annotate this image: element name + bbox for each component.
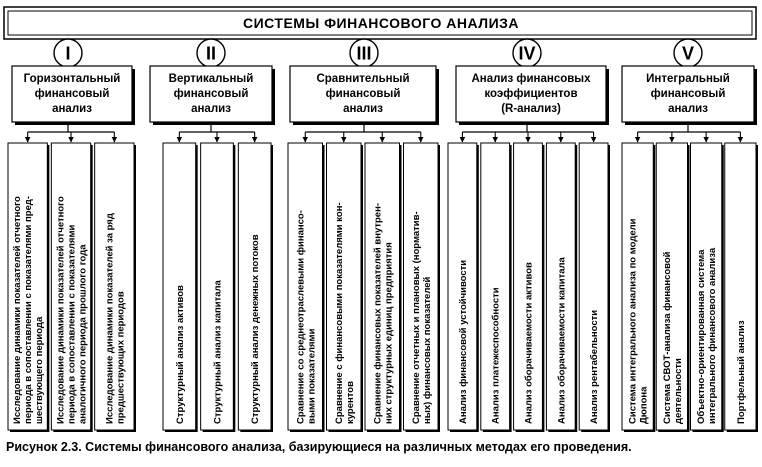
analysis-method — [365, 143, 402, 432]
system-name-line: финансовый — [325, 88, 401, 100]
analysis-method — [579, 143, 610, 432]
analysis-method — [8, 143, 49, 432]
system-numeral: V — [681, 43, 695, 64]
title-group — [4, 7, 756, 39]
analysis-method — [327, 143, 364, 432]
analysis-method — [546, 143, 577, 432]
method-leaf-line: Сравнение с финансовыми показателями кон- — [333, 202, 345, 424]
method-leaf-line: Сравнение финансовых показателей внутрен- — [372, 203, 384, 424]
system-name-line: Интегральный — [646, 73, 730, 85]
method-leaf-line: периода в сопоставлении с показателями пред- — [23, 196, 35, 424]
method-leaf-line: Структурный анализ капитала — [212, 280, 224, 424]
system-4 — [448, 39, 610, 432]
method-leaf-line: деятельности — [672, 358, 684, 424]
system-name-line: анализ — [191, 103, 231, 115]
system-name-line: анализ — [343, 103, 383, 115]
system-numeral: II — [205, 43, 217, 64]
system-2 — [150, 39, 275, 432]
system-name-line: анализ — [668, 103, 708, 115]
method-leaf-line: предшествующих периодов — [115, 291, 127, 424]
method-leaf-label — [250, 234, 261, 424]
system-name-line: Анализ финансовых — [471, 73, 591, 85]
method-leaf-line: интегрального финансового анализа — [707, 247, 719, 424]
system-numeral: IV — [518, 43, 536, 64]
method-leaf-line: Дюпона — [638, 386, 650, 424]
system-name-line: Сравнительный — [316, 73, 410, 85]
analysis-method — [656, 143, 689, 432]
analysis-method — [288, 143, 325, 432]
system-numeral: III — [356, 43, 372, 64]
system-name-line: коэффициентов — [484, 88, 578, 100]
system-name-line: финансовый — [173, 88, 249, 100]
method-leaf-line: Анализ оборачиваемости капитала — [556, 257, 568, 424]
system-name-line: Вертикальный — [168, 73, 254, 85]
method-leaf-label — [696, 247, 718, 424]
method-leaf-label — [556, 256, 567, 424]
method-leaf-line: курентов — [344, 381, 356, 424]
method-leaf-line: Исследование динамики показателей отчетного — [55, 196, 67, 424]
analysis-method — [238, 143, 273, 432]
system-name-line: анализ — [52, 103, 92, 115]
method-leaf-line: Структурный анализ денежных потоков — [250, 234, 262, 424]
method-leaf-line: Сравнение со среднеотраслевыми финансо- — [295, 210, 307, 424]
method-leaf-label — [736, 320, 747, 424]
analysis-method — [163, 143, 198, 432]
analysis-method — [95, 143, 136, 432]
method-leaf-line: Анализ оборачиваемости активов — [523, 262, 535, 424]
system-1 — [8, 39, 136, 432]
method-leaf-line: Сравнение отчетных и плановых (норматив- — [410, 211, 422, 424]
analysis-method — [51, 143, 92, 432]
method-leaf-label — [524, 262, 535, 424]
method-leaf-label — [589, 310, 600, 424]
analysis-method — [448, 143, 479, 432]
system-name-line: финансовый — [650, 88, 726, 100]
analysis-method — [481, 143, 512, 432]
method-leaf-line: Объектно-ориентированная система — [696, 249, 708, 424]
figure-caption: Рисунок 2.3. Системы финансового анализа, базирующиеся на различных методах его проведения. — [6, 440, 632, 454]
method-leaf-line: Анализ финансовой устойчивости — [457, 259, 469, 424]
analysis-method — [622, 143, 655, 432]
method-leaf-line: Система интегрального анализа по модели — [627, 218, 639, 424]
analysis-method — [725, 143, 758, 432]
method-leaf-line: Исследование динамики показателей за ряд — [104, 213, 116, 424]
method-leaf-line: Анализ платежеспособности — [490, 287, 502, 424]
system-3 — [288, 39, 440, 432]
method-leaf-line: ных) финансовых показателей — [421, 276, 433, 424]
system-name-line: финансовый — [34, 88, 110, 100]
method-leaf-line: шествующего периода — [34, 316, 46, 424]
method-leaf-label — [458, 260, 469, 424]
analysis-method — [201, 143, 236, 432]
method-leaf-line: Система СВОТ-анализа финансовой — [661, 251, 673, 424]
method-leaf-line: Структурный анализ активов — [174, 285, 186, 424]
system-5 — [622, 39, 758, 432]
analysis-method — [691, 143, 724, 432]
method-leaf-line: них структурных единиц предприятия — [383, 242, 395, 424]
analysis-method — [404, 143, 441, 432]
method-leaf-line: Анализ рентабельности — [589, 309, 601, 424]
method-leaf-line: выми показателями — [306, 328, 318, 424]
system-numeral: I — [65, 43, 71, 64]
method-leaf-line: Исследование динамики показателей отчетного — [12, 196, 24, 424]
method-leaf-line: аналогичного периода прошлого года — [77, 244, 89, 424]
method-leaf-label — [213, 279, 224, 424]
method-leaf-line: периода в сопоставлении с показателями — [66, 224, 78, 424]
systems-group — [8, 39, 758, 432]
system-name-line: (R-анализ) — [501, 103, 561, 115]
method-leaf-label — [491, 287, 502, 424]
method-leaf-line: Портфельный анализ — [735, 320, 747, 424]
system-name-line: Горизонтальный — [23, 73, 121, 85]
analysis-method — [514, 143, 545, 432]
method-leaf-label — [175, 285, 186, 424]
diagram-title: СИСТЕМЫ ФИНАНСОВОГО АНАЛИЗА — [242, 15, 520, 31]
